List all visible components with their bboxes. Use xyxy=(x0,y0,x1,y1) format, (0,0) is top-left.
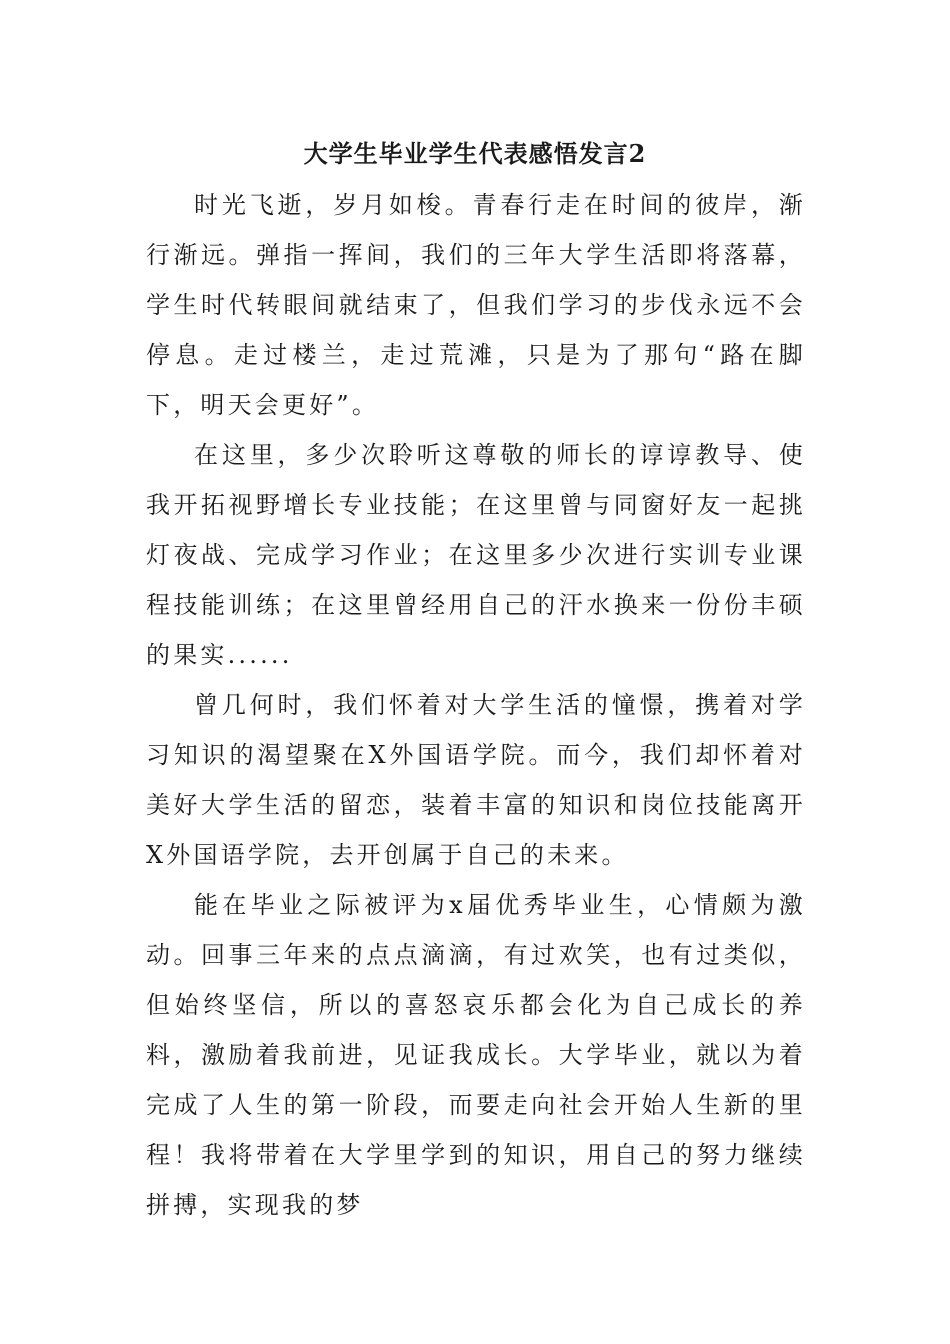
paragraph-2: 在这里，多少次聆听这尊敬的师长的谆谆教导、使我开拓视野增长专业技能；在这里曾与同窗好友一起挑灯夜战、完成学习作业；在这里多少次进行实训专业课程技能训练；在这里曾经用自己的汗水换来一份份丰硕的果实...... xyxy=(146,441,806,669)
document-body xyxy=(146,180,806,1230)
paragraph-3: 曾几何时，我们怀着对大学生活的憧憬，携着对学习知识的渴望聚在X外国语学院。而今，我们却怀着对美好大学生活的留恋，装着丰富的知识和岗位技能离开X外国语学院，去开创属于自己的未来。 xyxy=(146,691,806,869)
document-title: 大学生毕业学生代表感悟发言2 xyxy=(303,139,647,168)
paragraph-1: 时光飞逝，岁月如梭。青春行走在时间的彼岸，渐行渐远。弹指一挥间，我们的三年大学生活即将落幕，学生时代转眼间就结束了，但我们学习的步伐永远不会停息。走过楼兰，走过荒滩，只是为了那句“路在脚下，明天会更好”。 xyxy=(146,191,806,419)
paragraph-4: 能在毕业之际被评为x届优秀毕业生，心情颇为激动。回事三年来的点点滴滴，有过欢笑，也有过类似，但始终坚信，所以的喜怒哀乐都会化为自己成长的养料，激励着我前进，见证我成长。大学毕业，就以为着完成了人生的第一阶段，而要走向社会开始人生新的里程！我将带着在大学里学到的知识，用自己的努力继续拼搏，实现我的梦 xyxy=(146,891,806,1219)
